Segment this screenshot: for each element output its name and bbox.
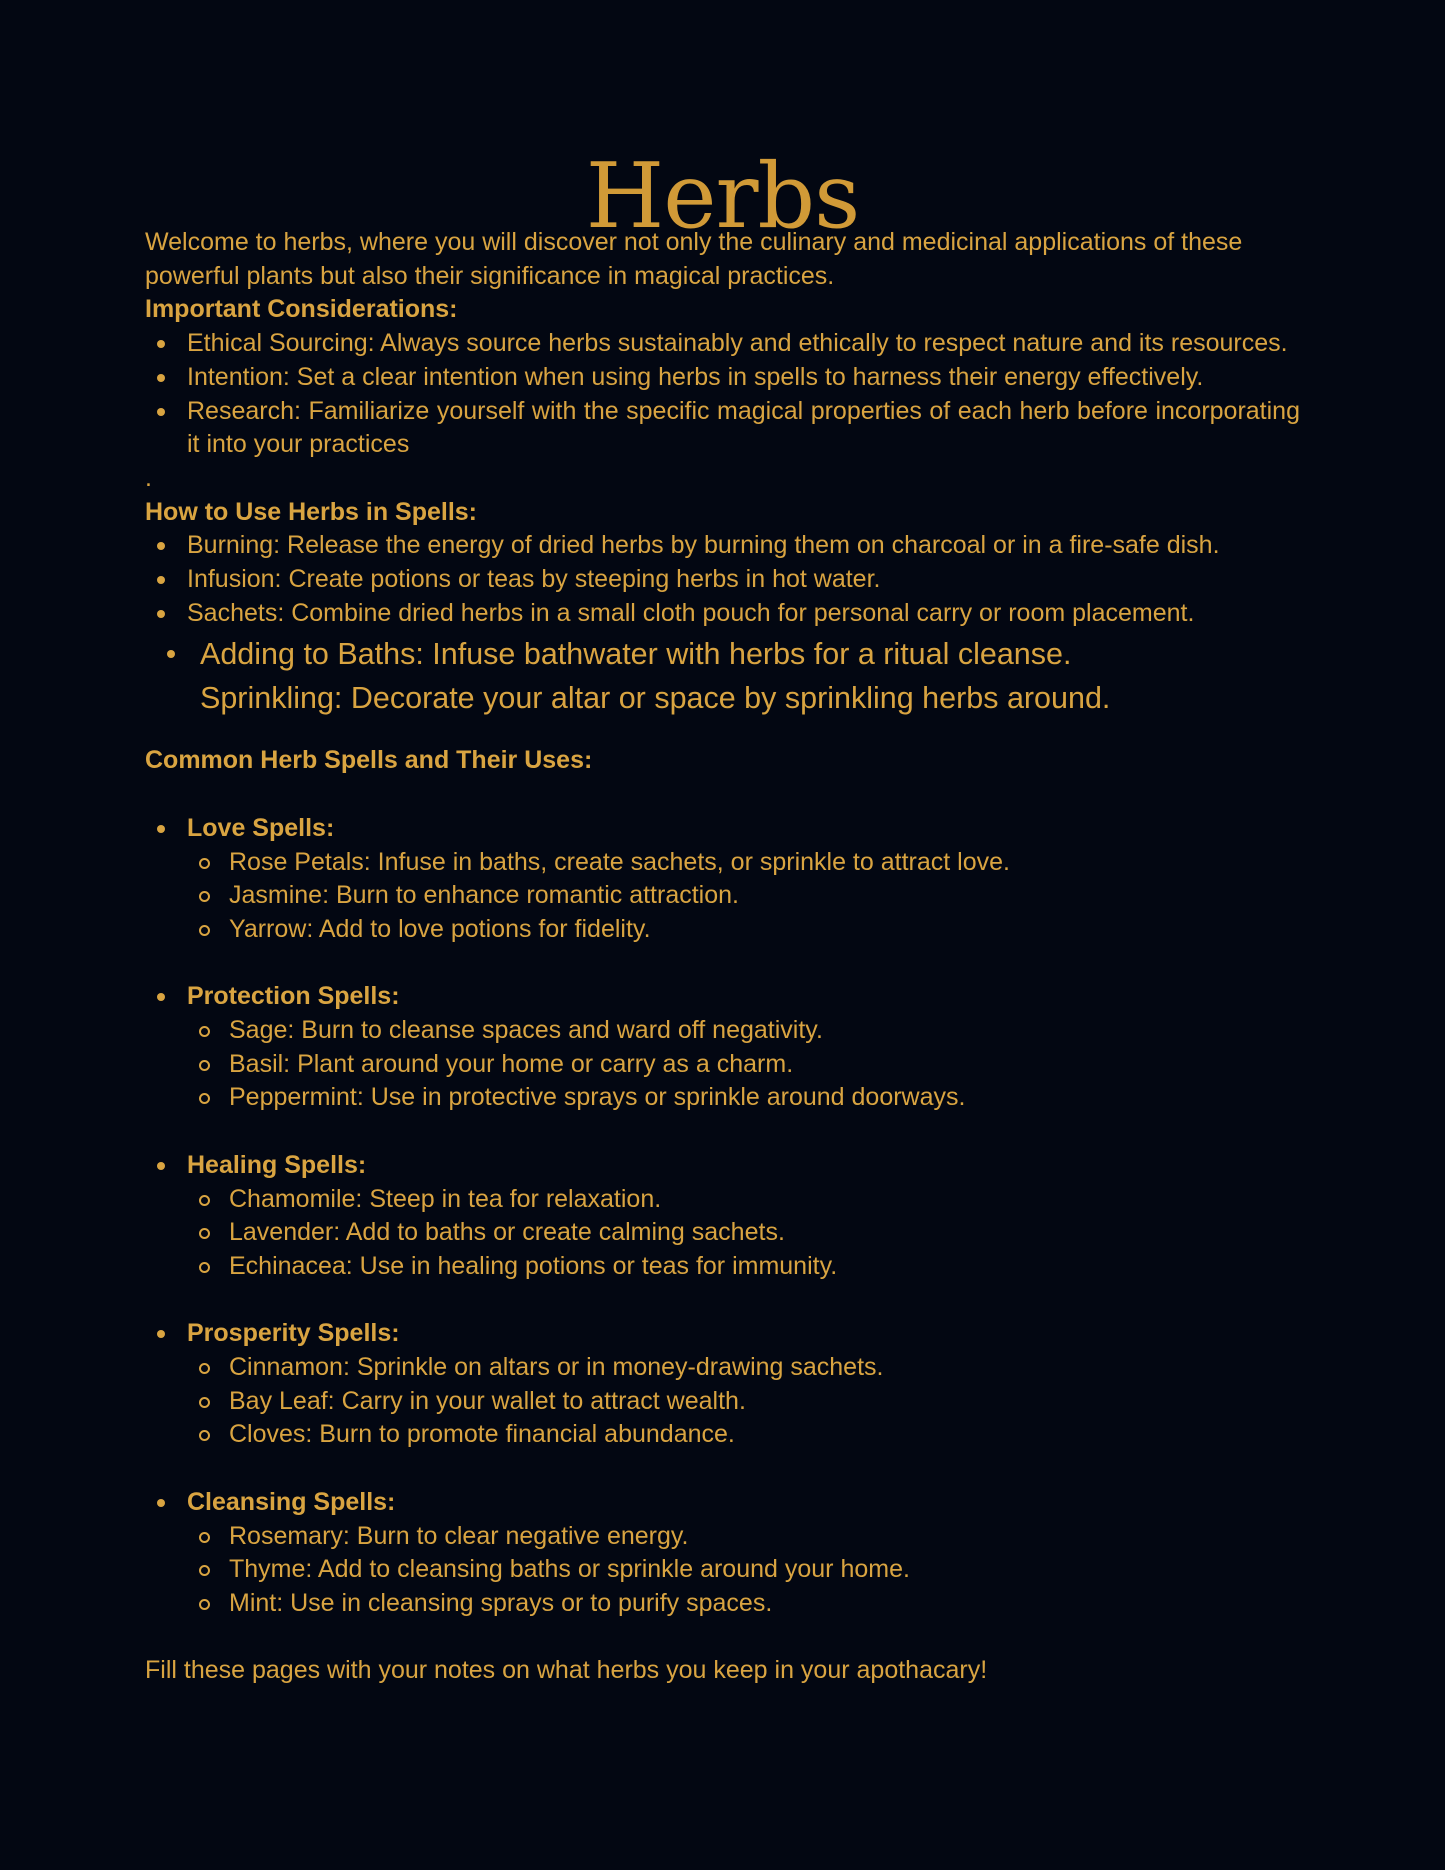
spell-group-prosperity bbox=[145, 1317, 1300, 1486]
spell-group-title: Protection Spells: bbox=[187, 982, 400, 1011]
stray-period: . bbox=[145, 463, 152, 492]
large-item-line: Sprinkling: Decorate your altar or space by sprinkling herbs around. bbox=[200, 681, 1111, 716]
spell-items bbox=[187, 846, 1300, 947]
list-item: Intention: Set a clear intention when using herbs in spells to harness their energy effectively. bbox=[145, 361, 1300, 395]
list-item: Mint: Use in cleansing sprays or to purify spaces. bbox=[187, 1587, 1300, 1621]
large-item-line: Adding to Baths: Infuse bathwater with herbs for a ritual cleanse. bbox=[200, 637, 1072, 672]
spell-group-title: Prosperity Spells: bbox=[187, 1319, 400, 1348]
spell-group-protection bbox=[145, 980, 1300, 1149]
spell-group-title: Healing Spells: bbox=[187, 1150, 367, 1179]
how-to-heading: How to Use Herbs in Spells: bbox=[145, 497, 478, 526]
list-item: Echinacea: Use in healing potions or teas for immunity. bbox=[187, 1250, 1300, 1284]
list-item: Sachets: Combine dried herbs in a small cloth pouch for personal carry or room placement. bbox=[145, 597, 1300, 631]
list-item: Cloves: Burn to promote financial abundance. bbox=[187, 1418, 1300, 1452]
common-spells-heading: Common Herb Spells and Their Uses: bbox=[145, 746, 593, 775]
spell-group-love bbox=[145, 812, 1300, 981]
spell-group-title: Love Spells: bbox=[187, 813, 335, 842]
list-item: Lavender: Add to baths or create calming sachets. bbox=[187, 1216, 1300, 1250]
spell-group-healing bbox=[145, 1149, 1300, 1318]
intro-paragraph: Welcome to herbs, where you will discover not only the culinary and medicinal applications of these powerful plants but also their significance in magical practices. bbox=[145, 228, 1243, 290]
page-title: Herbs bbox=[585, 144, 860, 250]
how-to-list bbox=[145, 529, 1300, 720]
list-item: Burning: Release the energy of dried herbs by burning them on charcoal or in a fire-safe dish. bbox=[145, 529, 1300, 563]
spell-items bbox=[187, 1183, 1300, 1284]
list-item: Rose Petals: Infuse in baths, create sachets, or sprinkle to attract love. bbox=[187, 846, 1300, 880]
spell-group-list bbox=[145, 812, 1300, 1655]
document-body bbox=[145, 226, 1300, 1688]
considerations-list bbox=[145, 327, 1300, 462]
list-item-large bbox=[145, 632, 1300, 720]
list-item: Infusion: Create potions or teas by steeping herbs in hot water. bbox=[145, 563, 1300, 597]
list-item: Basil: Plant around your home or carry as a charm. bbox=[187, 1048, 1300, 1082]
spell-items bbox=[187, 1351, 1300, 1452]
list-item: Cinnamon: Sprinkle on altars or in money-drawing sachets. bbox=[187, 1351, 1300, 1385]
spell-items bbox=[187, 1520, 1300, 1621]
list-item: Chamomile: Steep in tea for relaxation. bbox=[187, 1183, 1300, 1217]
spell-items bbox=[187, 1014, 1300, 1115]
list-item: Thyme: Add to cleansing baths or sprinkle around your home. bbox=[187, 1553, 1300, 1587]
considerations-heading: Important Considerations: bbox=[145, 295, 458, 324]
list-item: Peppermint: Use in protective sprays or sprinkle around doorways. bbox=[187, 1081, 1300, 1115]
list-item: Bay Leaf: Carry in your wallet to attract wealth. bbox=[187, 1385, 1300, 1419]
closing-paragraph: Fill these pages with your notes on what herbs you keep in your apothacary! bbox=[145, 1656, 988, 1685]
list-item: Rosemary: Burn to clear negative energy. bbox=[187, 1520, 1300, 1554]
spell-group-cleansing bbox=[145, 1486, 1300, 1655]
list-item: Yarrow: Add to love potions for fidelity. bbox=[187, 913, 1300, 947]
list-item: Sage: Burn to cleanse spaces and ward off negativity. bbox=[187, 1014, 1300, 1048]
list-item: Research: Familiarize yourself with the specific magical properties of each herb before incorporating it into your practices bbox=[145, 395, 1300, 462]
list-item: Jasmine: Burn to enhance romantic attraction. bbox=[187, 879, 1300, 913]
list-item: Ethical Sourcing: Always source herbs sustainably and ethically to respect nature and its resources. bbox=[145, 327, 1300, 361]
spell-group-title: Cleansing Spells: bbox=[187, 1487, 396, 1516]
